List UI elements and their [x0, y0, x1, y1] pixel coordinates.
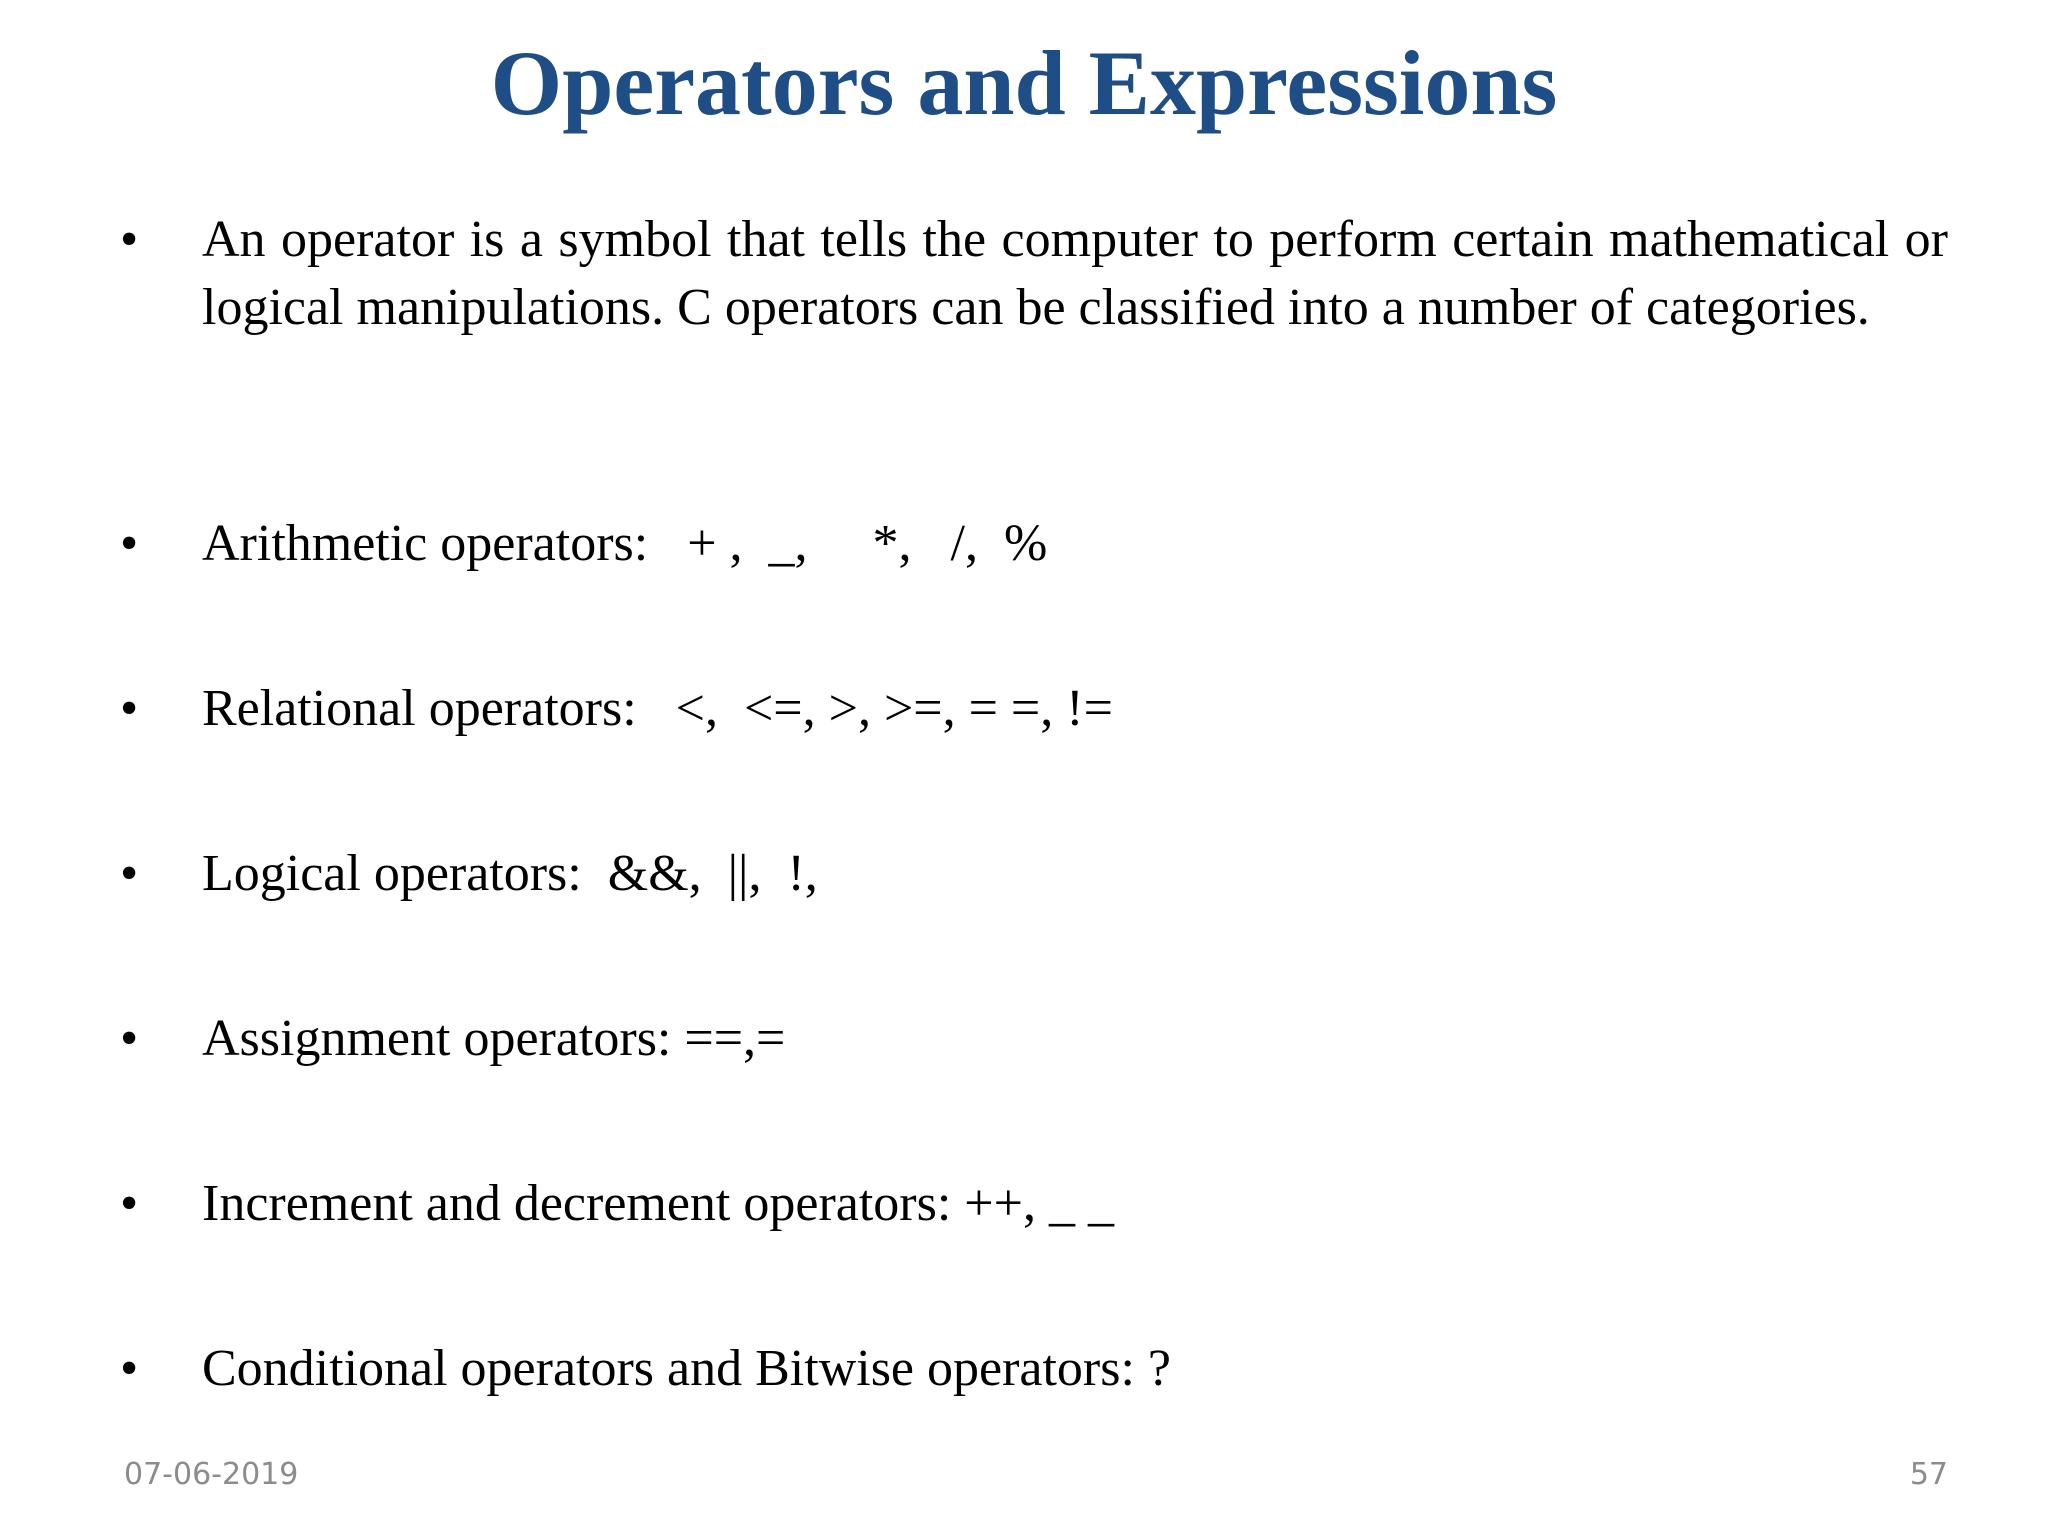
slide-number: 57: [1909, 1457, 1948, 1492]
bullet-text: Conditional operators and Bitwise operators: ?: [202, 1340, 1172, 1397]
bullet-text: Arithmetic operators: + , _, *, /, %: [202, 515, 1048, 572]
bullet-dot: •: [120, 680, 139, 737]
slide-title: Operators and Expressions: [490, 32, 1558, 134]
bullet-text: An operator is a symbol that tells the computer to perform certain mathematical or logical manipulations. C operators can be classified into a number of categories.: [202, 211, 1948, 336]
bullet-text: Increment and decrement operators: ++, _ _: [202, 1175, 1114, 1232]
bullet-dot: •: [120, 515, 139, 572]
bullet-dot: •: [120, 1340, 139, 1397]
bullet-text: Relational operators: <, <=, >, >=, = =, !=: [202, 680, 1113, 737]
bullet-text: Logical operators: &&, ||, !,: [202, 845, 818, 902]
bullet-text: Assignment operators: ==,=: [202, 1010, 786, 1067]
bullet-dot: •: [120, 211, 139, 268]
bullet-dot: •: [120, 845, 139, 902]
footer-date: 07-06-2019: [124, 1457, 299, 1492]
bullet-dot: •: [120, 1175, 139, 1232]
bullet-dot: •: [120, 1010, 139, 1067]
